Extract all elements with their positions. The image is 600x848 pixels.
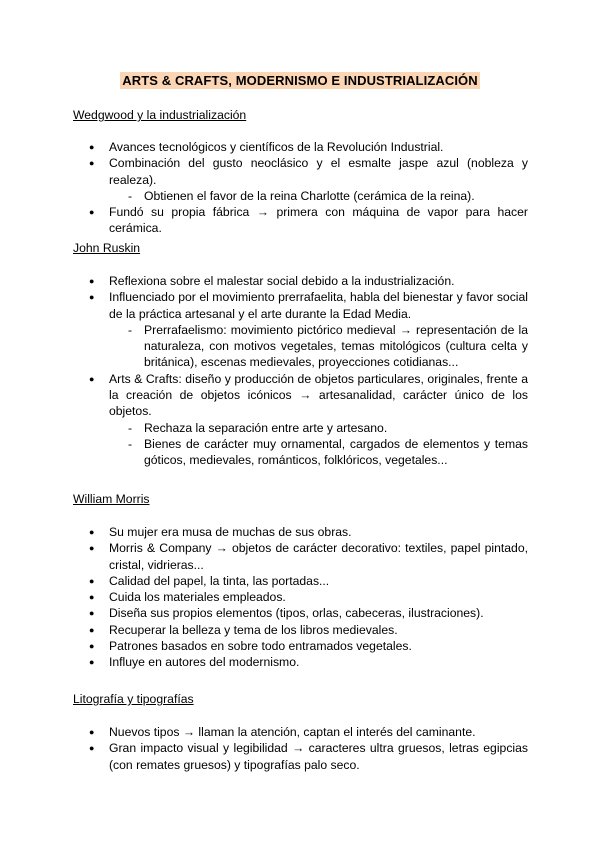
bullet-icon: ● <box>89 624 95 635</box>
list-item: ● Influye en autores del modernismo. <box>89 655 300 670</box>
list-item: ● Gran impacto visual y legibilidad → caracteres ultra gruesos, letras egipcias (con remates gruesos) y tipografías palo seco. <box>89 741 528 772</box>
section-heading-john-ruskin: John Ruskin <box>73 241 141 255</box>
dash-icon: - <box>128 436 133 451</box>
list-item: ● Avances tecnológicos y científicos de la Revolución Industrial. <box>89 140 444 154</box>
list-item: ● Calidad del papel, la tinta, las portadas... <box>89 573 330 588</box>
bullet-icon: ● <box>89 292 95 303</box>
sub-list-item: - Obtienen el favor de la reina Charlotte (cerámica de la reina). <box>128 188 475 203</box>
bullet-icon: ● <box>89 158 95 169</box>
bullet-icon: ● <box>89 207 95 218</box>
ruskin-list <box>73 273 528 469</box>
sub-list-item: - Rechaza la separación entre arte y artesano. <box>128 420 388 435</box>
dash-icon: - <box>128 188 133 203</box>
bullet-icon: ● <box>89 727 95 737</box>
bullet-icon: ● <box>89 543 95 554</box>
list-item: ● Fundó su propia fábrica → primera con máquina de vapor para hacer cerámica. <box>89 205 528 236</box>
bullet-icon: ● <box>89 276 95 286</box>
list-item: ● Patrones basados en sobre todo entramados vegetales. <box>89 639 412 654</box>
litografia-list <box>73 724 528 773</box>
list-item: ● Nuevos tipos → llaman la atención, captan el interés del caminante. <box>89 725 476 739</box>
bullet-icon: ● <box>89 608 95 619</box>
dash-icon: - <box>128 420 133 435</box>
bullet-icon: ● <box>89 575 95 586</box>
sub-list-item: - Prerrafaelismo: movimiento pictórico medieval → representación de la naturaleza, con motivos vegetales, temas mitológicos (cultura celta y británica), escenas medievales, proyecciones cotidianas... <box>128 322 528 370</box>
list-item: ● Cuida los materiales empleados. <box>89 590 286 605</box>
title-container <box>0 72 600 90</box>
bullet-icon: ● <box>89 641 95 652</box>
list-item: ● Reflexiona sobre el malestar social debido a la industrialización. <box>89 274 455 288</box>
bullet-icon: ● <box>89 142 95 152</box>
bullet-icon: ● <box>89 743 95 754</box>
list-item: ● Diseña sus propios elementos (tipos, orlas, cabeceras, ilustraciones). <box>89 606 484 621</box>
wedgwood-list <box>73 139 528 237</box>
list-item: ● Su mujer era musa de muchas de sus obras. <box>89 525 352 539</box>
section-heading-william-morris: William Morris <box>73 492 150 506</box>
bullet-icon: ● <box>89 592 95 603</box>
section-heading-wedgwood: Wedgwood y la industrialización <box>73 108 247 122</box>
list-item: ● Combinación del gusto neoclásico y el esmalte jaspe azul (nobleza y realeza). <box>89 156 528 187</box>
document-title: ARTS & CRAFTS, MODERNISMO E INDUSTRIALIZACIÓN <box>122 73 478 88</box>
dash-icon: - <box>128 322 133 337</box>
list-item: ● Influenciado por el movimiento prerrafaelita, habla del bienestar y favor social de la práctica artesanal y el arte durante la Edad Media. <box>89 290 528 321</box>
list-item: ● Morris & Company → objetos de carácter decorativo: textiles, papel pintado, cristal, vidrieras... <box>89 541 528 572</box>
sub-list-item: - Bienes de carácter muy ornamental, cargados de elementos y temas góticos, medievales, románticos, folklóricos, vegetales... <box>128 436 528 468</box>
morris-list <box>73 524 528 671</box>
bullet-icon: ● <box>89 527 95 537</box>
bullet-icon: ● <box>89 373 95 384</box>
section-heading-litografia: Litografía y tipografías <box>73 692 194 706</box>
list-item: ● Recuperar la belleza y tema de los libros medievales. <box>89 622 398 637</box>
list-item: ● Arts & Crafts: diseño y producción de objetos particulares, originales, frente a la creación de objetos icónicos → artesanalidad, carácter único de los objetos. <box>89 371 528 419</box>
bullet-icon: ● <box>89 657 95 668</box>
